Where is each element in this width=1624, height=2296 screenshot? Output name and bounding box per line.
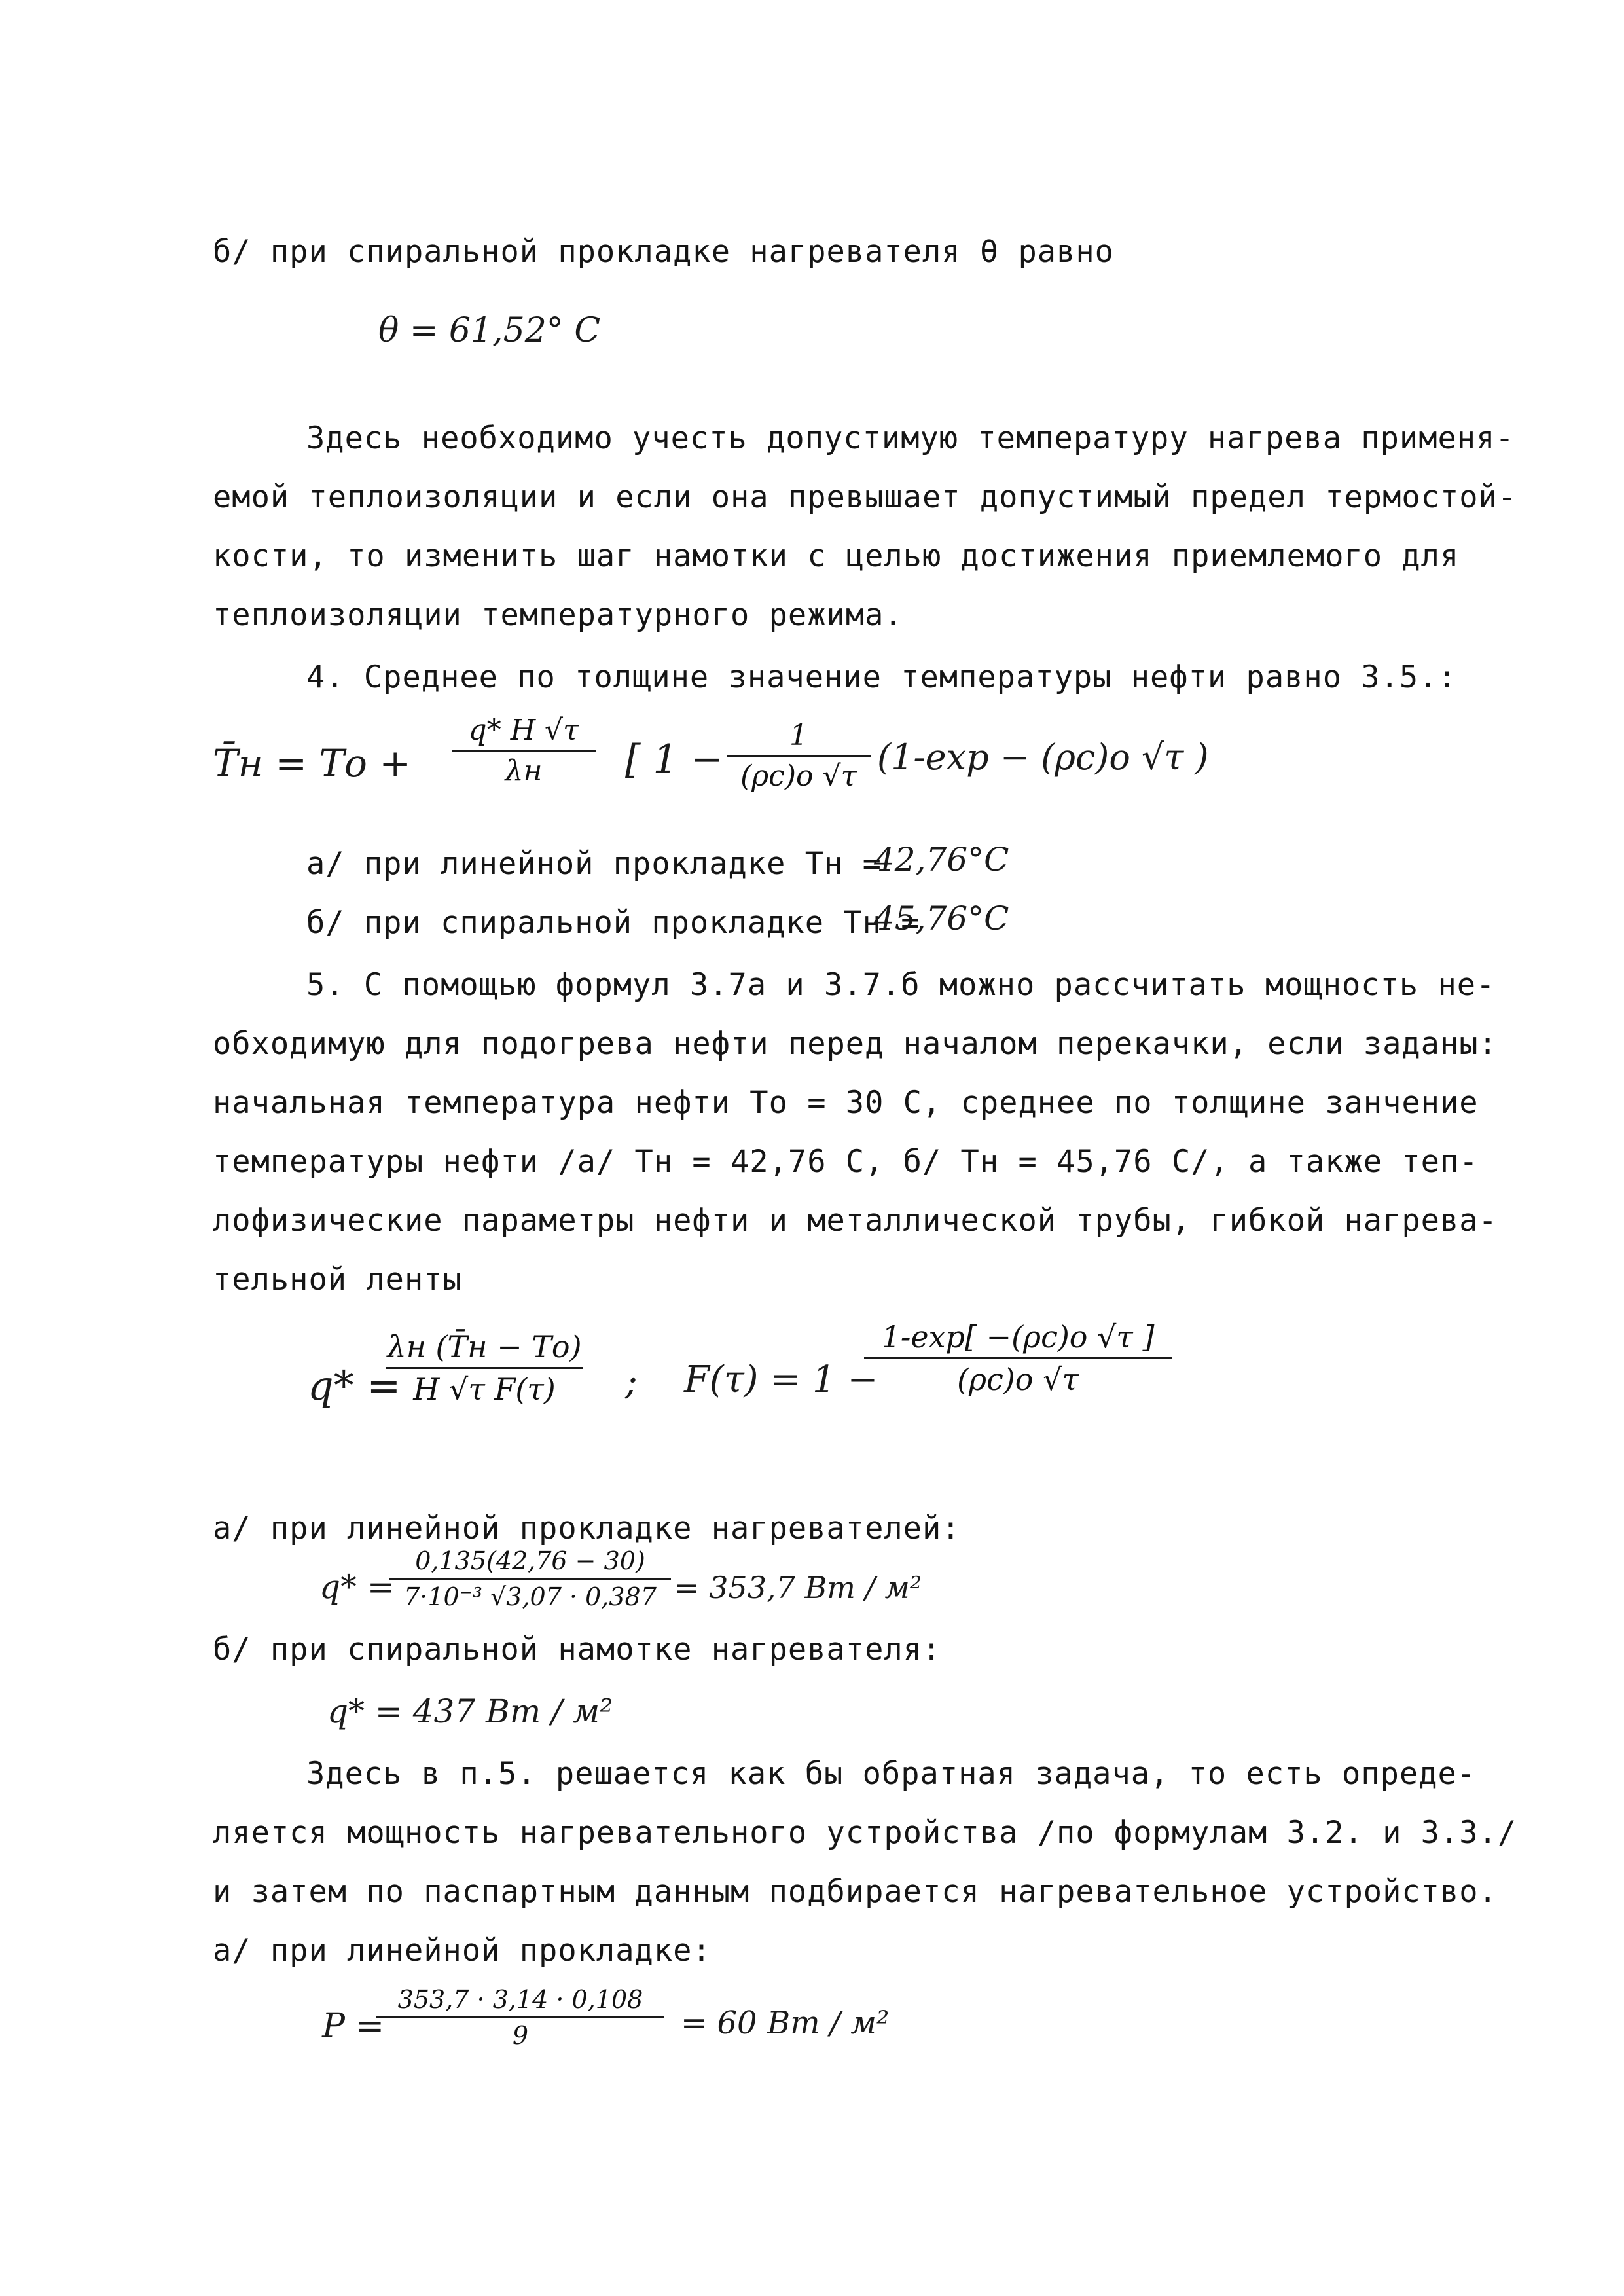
line-16: б/ при спиральной намотке нагревателя:: [213, 1631, 942, 1667]
formula-1-bracket: [ 1 −: [625, 737, 723, 782]
q-linear-result: = 353,7 Вт / м²: [674, 1570, 922, 1605]
formula-1-num-2: 1: [789, 719, 808, 752]
line-05: теплоизоляции температурного режима.: [213, 597, 903, 633]
line-09: 5. С помощью формул 3.7а и 3.7.б можно рассчитать мощность не-: [306, 967, 1496, 1003]
formula-4-num: 0,135(42,76 − 30): [415, 1546, 645, 1575]
line-12: температуры нефти /а/ Тн = 42,76 С, б/ Тн = 45,76 С/, а также теп-: [213, 1144, 1479, 1180]
p-result: = 60 Вт / м²: [681, 2005, 890, 2041]
formula-2-separator: ;: [625, 1360, 638, 1403]
formula-1-num: q* H √τ: [468, 714, 579, 747]
theta-value: θ = 61,52° C: [378, 311, 601, 350]
formula-5-num: 353,7 · 3,14 · 0,108: [397, 1985, 643, 2014]
line-07: а/ при линейной прокладке Тн =: [306, 846, 882, 882]
formula-2-num: λн (T̄н − Tо): [387, 1329, 582, 1364]
formula-1-den: λн: [505, 754, 543, 788]
line-02: Здесь необходимо учесть допустимую температуру нагрева применя-: [306, 420, 1515, 456]
formula-5-frac: [376, 1985, 664, 2050]
line-11: начальная температура нефти То = 30 С, среднее по толщине занчение: [213, 1085, 1479, 1121]
line-20: а/ при линейной прокладке:: [213, 1933, 712, 1969]
tn-linear-value: 42,76°C: [874, 841, 1009, 879]
line-06: 4. Среднее по толщине значение температуры нефти равно 3.5.:: [306, 659, 1457, 695]
line-14: тельной ленты: [213, 1262, 462, 1298]
line-15: а/ при линейной прокладке нагревателей:: [213, 1510, 961, 1546]
formula-1-den-2: (ρc)о √τ: [740, 759, 857, 793]
line-17: Здесь в п.5. решается как бы обратная задача, то есть опреде-: [306, 1756, 1477, 1792]
formula-4-frac: [389, 1546, 671, 1611]
formula-3-frac: [864, 1319, 1172, 1397]
line-08: б/ при спиральной прокладке Тн =: [306, 905, 920, 941]
formula-1-tail: (1-exp − (ρc)о √τ ): [877, 737, 1209, 778]
line-01: б/ при спиральной прокладке нагревателя θ равно: [213, 234, 1114, 270]
tn-spiral-value: 45,76°C: [874, 900, 1009, 938]
formula-1-frac-2: [727, 719, 871, 793]
formula-5-den: 9: [512, 2021, 529, 2050]
formula-1-lhs: T̄н = Tо +: [213, 741, 411, 786]
line-10: обходимую для подогрева нефти перед началом перекачки, если заданы:: [213, 1026, 1498, 1062]
line-13: лофизические параметры нефти и металлической трубы, гибкой нагрева-: [213, 1203, 1498, 1239]
formula-2-lhs: q* =: [308, 1362, 401, 1410]
formula-3-den: (ρc)о √τ: [957, 1362, 1079, 1397]
line-19: и затем по паспартным данным подбирается нагревательное устройство.: [213, 1874, 1498, 1910]
formula-2-den: H √τ F(τ): [413, 1372, 556, 1407]
q-spiral-value: q* = 437 Вт / м²: [327, 1692, 613, 1730]
line-04: кости, то изменить шаг намотки с целью достижения приемлемого для: [213, 538, 1460, 574]
formula-1-frac: [452, 714, 596, 788]
formula-5-lhs: P =: [322, 2007, 385, 2046]
formula-4-den: 7·10⁻³ √3,07 · 0,387: [404, 1582, 657, 1611]
formula-3-lhs: F(τ) = 1 −: [684, 1358, 878, 1401]
formula-4-lhs: q* =: [319, 1568, 395, 1606]
line-03: емой теплоизоляции и если она превышает допустимый предел термостой-: [213, 479, 1517, 515]
formula-3-num: 1-exp[ −(ρc)о √τ ]: [881, 1319, 1155, 1355]
formula-2-frac: [386, 1329, 583, 1407]
line-18: ляется мощность нагревательного устройства /по формулам 3.2. и 3.3./: [213, 1815, 1517, 1851]
